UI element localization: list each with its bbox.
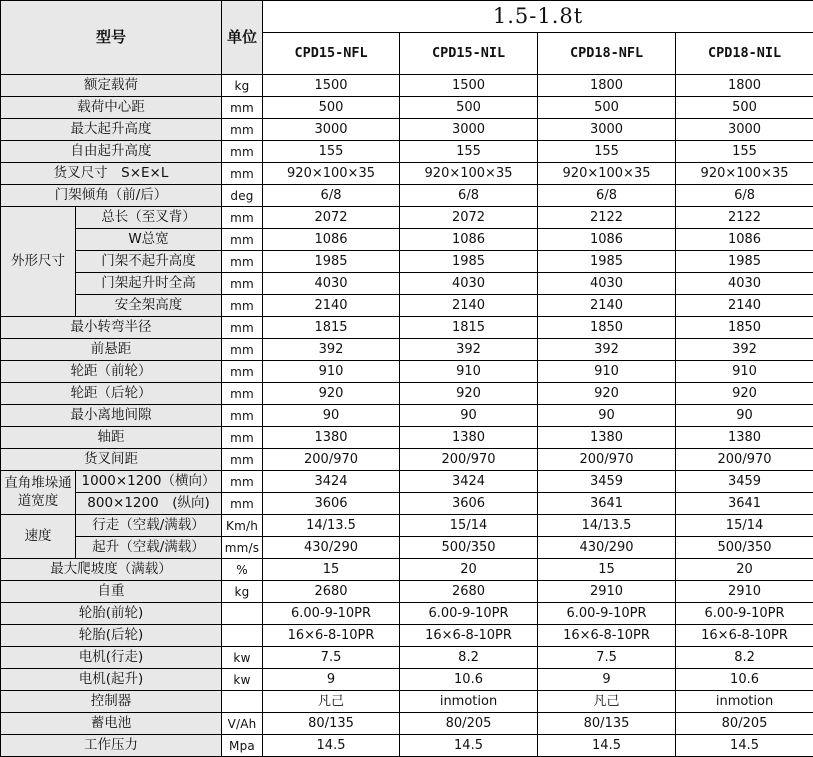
spec-value: 200/970 bbox=[263, 449, 400, 471]
spec-row bbox=[1, 97, 813, 119]
spec-value: 2122 bbox=[676, 207, 813, 229]
spec-value: 16×6-8-10PR bbox=[263, 625, 400, 647]
spec-unit: mm bbox=[222, 449, 263, 471]
spec-value: 920×100×35 bbox=[676, 163, 813, 185]
spec-unit: kg bbox=[222, 581, 263, 603]
spec-unit: mm bbox=[222, 493, 263, 515]
spec-unit bbox=[222, 603, 263, 625]
spec-sublabel: 总长（至叉背） bbox=[76, 207, 222, 229]
spec-value: 80/135 bbox=[263, 713, 400, 735]
spec-value: 6.00-9-10PR bbox=[400, 603, 538, 625]
spec-value: 4030 bbox=[538, 273, 676, 295]
spec-value: 500 bbox=[676, 97, 813, 119]
spec-unit: mm bbox=[222, 273, 263, 295]
spec-value: 1380 bbox=[676, 427, 813, 449]
spec-label: 最大爬坡度（满载） bbox=[1, 559, 222, 581]
spec-value: 6/8 bbox=[538, 185, 676, 207]
spec-value: 1086 bbox=[538, 229, 676, 251]
spec-value: 392 bbox=[263, 339, 400, 361]
spec-label: 电机(起升) bbox=[1, 669, 222, 691]
spec-value: 16×6-8-10PR bbox=[400, 625, 538, 647]
spec-row bbox=[1, 669, 813, 691]
spec-value: 910 bbox=[676, 361, 813, 383]
spec-value: 14.5 bbox=[538, 735, 676, 757]
spec-unit: mm bbox=[222, 339, 263, 361]
spec-label: 最小离地间隙 bbox=[1, 405, 222, 427]
spec-sublabel: W总宽 bbox=[76, 229, 222, 251]
spec-value: 1985 bbox=[676, 251, 813, 273]
spec-value: 90 bbox=[538, 405, 676, 427]
spec-sublabel: 1000×1200（横向） bbox=[76, 471, 222, 493]
spec-value: 2072 bbox=[263, 207, 400, 229]
spec-value: 430/290 bbox=[538, 537, 676, 559]
spec-row bbox=[1, 603, 813, 625]
spec-value: 2680 bbox=[263, 581, 400, 603]
spec-row bbox=[1, 581, 813, 603]
spec-value: 1815 bbox=[263, 317, 400, 339]
spec-label: 轴距 bbox=[1, 427, 222, 449]
spec-unit bbox=[222, 691, 263, 713]
spec-unit: V/Ah bbox=[222, 713, 263, 735]
spec-value: 3606 bbox=[263, 493, 400, 515]
spec-value: 15/14 bbox=[400, 515, 538, 537]
spec-value: 430/290 bbox=[263, 537, 400, 559]
spec-value: 2072 bbox=[400, 207, 538, 229]
spec-row bbox=[1, 75, 813, 97]
spec-value: 凡己 bbox=[538, 691, 676, 713]
spec-value: 4030 bbox=[400, 273, 538, 295]
spec-value: inmotion bbox=[400, 691, 538, 713]
spec-value: 6/8 bbox=[400, 185, 538, 207]
spec-row bbox=[1, 625, 813, 647]
spec-row bbox=[1, 185, 813, 207]
spec-value: 1086 bbox=[676, 229, 813, 251]
spec-value: 90 bbox=[263, 405, 400, 427]
spec-value: 500 bbox=[263, 97, 400, 119]
spec-unit: kg bbox=[222, 75, 263, 97]
spec-row bbox=[1, 405, 813, 427]
spec-value: 2910 bbox=[538, 581, 676, 603]
spec-value: 920 bbox=[400, 383, 538, 405]
spec-label: 工作压力 bbox=[1, 735, 222, 757]
spec-unit: deg bbox=[222, 185, 263, 207]
spec-value: 500/350 bbox=[400, 537, 538, 559]
spec-value: 3459 bbox=[676, 471, 813, 493]
model-name: CPD18-NIL bbox=[676, 33, 813, 75]
spec-label: 自重 bbox=[1, 581, 222, 603]
spec-row bbox=[1, 163, 813, 185]
spec-value: 920×100×35 bbox=[400, 163, 538, 185]
spec-value: 6.00-9-10PR bbox=[538, 603, 676, 625]
spec-value: 凡己 bbox=[263, 691, 400, 713]
spec-value: 1815 bbox=[400, 317, 538, 339]
spec-sublabel: 门架起升时全高 bbox=[76, 273, 222, 295]
spec-value: 155 bbox=[400, 141, 538, 163]
spec-value: 4030 bbox=[263, 273, 400, 295]
spec-value: 10.6 bbox=[400, 669, 538, 691]
spec-value: 4030 bbox=[676, 273, 813, 295]
spec-label: 额定载荷 bbox=[1, 75, 222, 97]
spec-value: 1380 bbox=[263, 427, 400, 449]
model-name: CPD15-NIL bbox=[400, 33, 538, 75]
spec-label: 轮距（后轮） bbox=[1, 383, 222, 405]
spec-label: 门架倾角（前/后） bbox=[1, 185, 222, 207]
spec-label: 控制器 bbox=[1, 691, 222, 713]
spec-row bbox=[1, 493, 813, 515]
spec-label: 最小转弯半径 bbox=[1, 317, 222, 339]
spec-value: 14.5 bbox=[263, 735, 400, 757]
spec-value: 20 bbox=[400, 559, 538, 581]
spec-row bbox=[1, 449, 813, 471]
spec-value: 155 bbox=[676, 141, 813, 163]
spec-value: 2122 bbox=[538, 207, 676, 229]
spec-unit: mm bbox=[222, 207, 263, 229]
spec-unit: mm bbox=[222, 405, 263, 427]
spec-value: 200/970 bbox=[676, 449, 813, 471]
spec-value: 920×100×35 bbox=[538, 163, 676, 185]
spec-value: 3606 bbox=[400, 493, 538, 515]
spec-value: 910 bbox=[538, 361, 676, 383]
spec-row bbox=[1, 383, 813, 405]
spec-label: 轮距（前轮） bbox=[1, 361, 222, 383]
spec-value: 1850 bbox=[538, 317, 676, 339]
spec-unit: mm bbox=[222, 317, 263, 339]
spec-sublabel: 起升（空载/满载） bbox=[76, 537, 222, 559]
spec-row bbox=[1, 295, 813, 317]
spec-row bbox=[1, 713, 813, 735]
spec-value: 500/350 bbox=[676, 537, 813, 559]
spec-value: 155 bbox=[263, 141, 400, 163]
spec-row bbox=[1, 251, 813, 273]
spec-value: 15 bbox=[538, 559, 676, 581]
model-name: CPD15-NFL bbox=[263, 33, 400, 75]
capacity-range-title: 1.5-1.8t bbox=[263, 1, 813, 33]
model-header: 型号 bbox=[1, 1, 222, 75]
spec-value: 3000 bbox=[263, 119, 400, 141]
spec-value: 1800 bbox=[538, 75, 676, 97]
spec-value: 80/205 bbox=[400, 713, 538, 735]
spec-value: 392 bbox=[676, 339, 813, 361]
spec-label: 载荷中心距 bbox=[1, 97, 222, 119]
spec-unit: mm bbox=[222, 383, 263, 405]
spec-value: 392 bbox=[538, 339, 676, 361]
spec-value: 910 bbox=[263, 361, 400, 383]
spec-label: 电机(行走) bbox=[1, 647, 222, 669]
spec-row bbox=[1, 317, 813, 339]
spec-label: 自由起升高度 bbox=[1, 141, 222, 163]
spec-value: 16×6-8-10PR bbox=[676, 625, 813, 647]
spec-row bbox=[1, 427, 813, 449]
spec-unit: mm bbox=[222, 163, 263, 185]
spec-value: 2910 bbox=[676, 581, 813, 603]
spec-value: 14.5 bbox=[400, 735, 538, 757]
spec-value: 3459 bbox=[538, 471, 676, 493]
spec-value: 14/13.5 bbox=[263, 515, 400, 537]
spec-value: 2140 bbox=[263, 295, 400, 317]
spec-row bbox=[1, 273, 813, 295]
spec-unit: kw bbox=[222, 669, 263, 691]
spec-sublabel: 安全架高度 bbox=[76, 295, 222, 317]
spec-unit: mm bbox=[222, 361, 263, 383]
spec-unit: mm bbox=[222, 427, 263, 449]
spec-value: 500 bbox=[400, 97, 538, 119]
spec-unit: Km/h bbox=[222, 515, 263, 537]
spec-value: 910 bbox=[400, 361, 538, 383]
spec-value: 6/8 bbox=[263, 185, 400, 207]
spec-row bbox=[1, 207, 813, 229]
spec-value: 155 bbox=[538, 141, 676, 163]
spec-unit: mm bbox=[222, 251, 263, 273]
spec-row bbox=[1, 647, 813, 669]
spec-value: 6/8 bbox=[676, 185, 813, 207]
spec-value: 6.00-9-10PR bbox=[263, 603, 400, 625]
spec-row bbox=[1, 361, 813, 383]
spec-row bbox=[1, 471, 813, 493]
spec-value: 3000 bbox=[538, 119, 676, 141]
spec-sublabel: 800×1200 (纵向) bbox=[76, 493, 222, 515]
spec-unit: mm bbox=[222, 119, 263, 141]
spec-value: 80/205 bbox=[676, 713, 813, 735]
spec-sublabel: 门架不起升高度 bbox=[76, 251, 222, 273]
spec-value: 1500 bbox=[263, 75, 400, 97]
spec-unit: kw bbox=[222, 647, 263, 669]
spec-unit: mm/s bbox=[222, 537, 263, 559]
spec-value: 14/13.5 bbox=[538, 515, 676, 537]
spec-value: 1500 bbox=[400, 75, 538, 97]
spec-value: 1985 bbox=[538, 251, 676, 273]
spec-value: 10.6 bbox=[676, 669, 813, 691]
spec-unit: % bbox=[222, 559, 263, 581]
spec-row bbox=[1, 691, 813, 713]
spec-value: 392 bbox=[400, 339, 538, 361]
spec-value: 16×6-8-10PR bbox=[538, 625, 676, 647]
unit-header: 单位 bbox=[222, 1, 263, 75]
spec-label: 轮胎(后轮) bbox=[1, 625, 222, 647]
spec-value: 3641 bbox=[538, 493, 676, 515]
spec-value: 1985 bbox=[400, 251, 538, 273]
spec-value: 6.00-9-10PR bbox=[676, 603, 813, 625]
spec-value: inmotion bbox=[676, 691, 813, 713]
spec-value: 500 bbox=[538, 97, 676, 119]
spec-value: 920×100×35 bbox=[263, 163, 400, 185]
spec-value: 90 bbox=[400, 405, 538, 427]
spec-value: 1985 bbox=[263, 251, 400, 273]
spec-value: 3424 bbox=[400, 471, 538, 493]
spec-value: 9 bbox=[538, 669, 676, 691]
spec-value: 90 bbox=[676, 405, 813, 427]
spec-value: 3641 bbox=[676, 493, 813, 515]
spec-value: 2140 bbox=[676, 295, 813, 317]
spec-value: 3000 bbox=[676, 119, 813, 141]
dimensions-group-label: 外形尺寸 bbox=[1, 207, 76, 317]
spec-unit: mm bbox=[222, 141, 263, 163]
spec-value: 14.5 bbox=[676, 735, 813, 757]
spec-value: 2680 bbox=[400, 581, 538, 603]
spec-value: 20 bbox=[676, 559, 813, 581]
spec-label: 货叉尺寸 S×E×L bbox=[1, 163, 222, 185]
spec-value: 8.2 bbox=[400, 647, 538, 669]
spec-value: 8.2 bbox=[676, 647, 813, 669]
spec-unit: mm bbox=[222, 97, 263, 119]
spec-value: 15 bbox=[263, 559, 400, 581]
spec-value: 1380 bbox=[400, 427, 538, 449]
spec-row bbox=[1, 735, 813, 757]
spec-label: 蓄电池 bbox=[1, 713, 222, 735]
spec-value: 920 bbox=[263, 383, 400, 405]
spec-row bbox=[1, 339, 813, 361]
spec-unit: Mpa bbox=[222, 735, 263, 757]
spec-row bbox=[1, 537, 813, 559]
spec-value: 1086 bbox=[400, 229, 538, 251]
spec-row bbox=[1, 141, 813, 163]
speed-group-label: 速度 bbox=[1, 515, 76, 559]
spec-value: 2140 bbox=[400, 295, 538, 317]
spec-label: 前悬距 bbox=[1, 339, 222, 361]
spec-value: 80/135 bbox=[538, 713, 676, 735]
spec-unit bbox=[222, 625, 263, 647]
spec-unit: mm bbox=[222, 229, 263, 251]
spec-value: 1380 bbox=[538, 427, 676, 449]
spec-value: 200/970 bbox=[538, 449, 676, 471]
spec-label: 轮胎(前轮) bbox=[1, 603, 222, 625]
aisle-width-group-label: 直角堆垛通道宽度 bbox=[1, 471, 76, 515]
spec-row bbox=[1, 515, 813, 537]
spec-row bbox=[1, 559, 813, 581]
spec-value: 15/14 bbox=[676, 515, 813, 537]
spec-sublabel: 行走（空载/满载） bbox=[76, 515, 222, 537]
model-name: CPD18-NFL bbox=[538, 33, 676, 75]
spec-value: 2140 bbox=[538, 295, 676, 317]
spec-label: 最大起升高度 bbox=[1, 119, 222, 141]
spec-value: 9 bbox=[263, 669, 400, 691]
spec-value: 7.5 bbox=[263, 647, 400, 669]
spec-value: 920 bbox=[676, 383, 813, 405]
spec-value: 1800 bbox=[676, 75, 813, 97]
spec-unit: mm bbox=[222, 295, 263, 317]
spec-row bbox=[1, 119, 813, 141]
spec-value: 3000 bbox=[400, 119, 538, 141]
spec-value: 920 bbox=[538, 383, 676, 405]
spec-value: 200/970 bbox=[400, 449, 538, 471]
spec-value: 1850 bbox=[676, 317, 813, 339]
spec-row bbox=[1, 229, 813, 251]
spec-label: 货叉间距 bbox=[1, 449, 222, 471]
spec-value: 7.5 bbox=[538, 647, 676, 669]
spec-unit: mm bbox=[222, 471, 263, 493]
spec-value: 1086 bbox=[263, 229, 400, 251]
spec-value: 3424 bbox=[263, 471, 400, 493]
